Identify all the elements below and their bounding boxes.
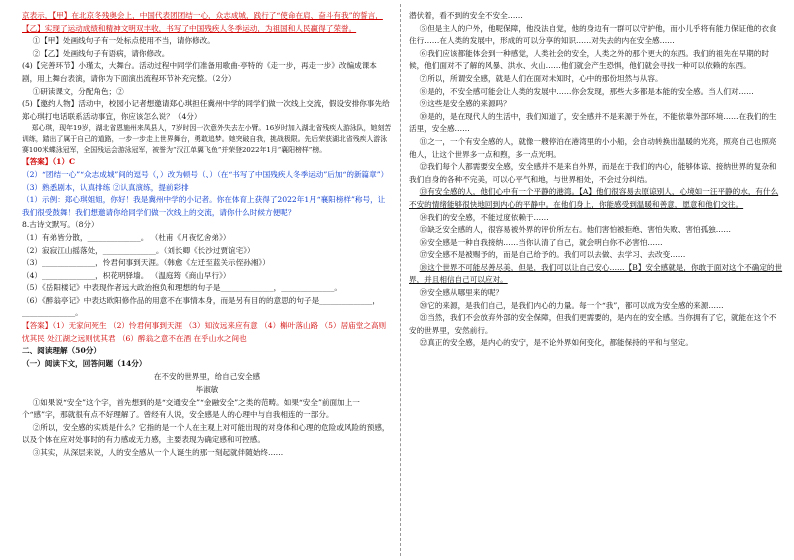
article-paragraph: ⑫我们每个人都需要安全感，安全感并不是来自外界，而是在于我们的内心，能够体谅、接纳世界的复杂和我们自身的各种不完美，可以心平气和地，与世界相处，不会过分纠结。 (409, 162, 777, 184)
article-paragraph: ㉑当然，我们不会放弃外部的安全保障，但我们更需要的，是内在的安全感。当你拥有了它，就能在这个不安的世界里，安然前行。 (409, 313, 777, 335)
question-item: (5)【邀约人物】活动中，校园小记者想邀请郑心琪担任冀州中学的同学们做一次线上交流，假设安排你事先给郑心琪打电话联系活动事宜，你应该怎么说？（4分） (22, 99, 390, 121)
article-title: 在不安的世界里，给自己安全感 (153, 372, 261, 382)
answer-block: 【答案】（1）无家问死生 （2）怜君何事到天涯 （3）知汝远来应有意 （4）槲叶落山路 （5）居庙堂之高则忧其民 处江湖之远则忧其君 （6）醉翁之意不在酒 在乎山水之间也 (22, 321, 387, 343)
article-paragraph: ⑪之一，一个有安全感的人，就像一艘停泊在港湾里的小小船，会自动转换出温暖的光亮，照亮自己也照亮他人，让这个世界多一点和煦，多一点光明。 (409, 136, 777, 159)
article-paragraph: ⑩是的，是在现代人的生活中，我们知道了，安全感并不是来源于外在，不能依靠外部环境……在我们的生活里，安全感…… (409, 111, 777, 134)
article-author: 毕淑敏 (195, 385, 219, 395)
article-paragraph: ⑮缺乏安全感的人，很容易被外界的评价所左右。他们害怕被拒绝、害怕失败、害怕孤独…… (419, 225, 731, 235)
answer-block: （1）示例：郑心琪姐姐，你好！我是冀州中学的小记者。你在体育上获得了2022年1月“襄阳榜样”称号，让我们很受鼓舞！我们想邀请你给同学们做一次线上的交流，请你什么时候方便呢？ (22, 195, 386, 217)
article-paragraph: ⑬有安全感的人，他们心中有一个平静的港湾。【A】他们很容易去原谅别人，心境如一汪平静的水，有什么不安的情绪能够很快地回到内心的平静中。在他们身上，你能感受到温暖和善意，愿意和他们交往。 (409, 187, 779, 209)
poem-item: （3）______________，怜君何事到天涯。（韩愈《左迁至蓝关示侄孙湘》） (22, 258, 270, 268)
answer-block: （2）“团结一心”“众志成城”间的逗号（，）改为顿号（、）（在“书写了中国残疾人冬季运动”后加“的新篇章”） (22, 169, 389, 179)
section-title: 8.古诗文默写。（8分） (22, 220, 99, 230)
article-paragraph: ⑰安全感不是被赐予的，而是自己给予的。我们可以去做、去学习、去改变…… (419, 250, 686, 260)
section-title: 二、阅读理解（50分） (22, 346, 101, 356)
poem-item: （1）有弟皆分散，______________。 （杜甫《月夜忆舍弟》） (22, 232, 231, 242)
column-divider (400, 4, 401, 556)
question-item: (4)【完善环节】小瑾太，大舞台。活动过程中同学们准备用歌曲·亭特的《走一步，再走一步》改编成课本剧，用上舞台表演，请你为下面演出流程环节补充完整。（2分） (22, 61, 377, 83)
poem-item: （4）______________，枳花明驿墙。 （温庭筠《商山早行》） (22, 270, 231, 280)
article-paragraph: 潜伏着，看不到的安全不安全…… (409, 11, 523, 20)
left-column (22, 10, 392, 460)
article-paragraph: ⑧是的，不安全感可能会让人类的发展中……你会发现，那些大多都是本能的安全感。当人们对…… (419, 86, 754, 96)
question-item: ①【甲】处画线句子有一处标点使用不当，请你修改。 (32, 36, 215, 46)
question-item: ①研读课文，分配角色；② (32, 86, 124, 96)
answer-block: （3）熟悉剧本，认真排练 ②认真演练，提前彩排 (22, 182, 189, 192)
question-item: ②【乙】处画线句子有语病，请你修改。 (32, 48, 170, 58)
article-paragraph: ⑭我们的安全感，不能过度依赖于…… (419, 212, 549, 222)
article-paragraph: ⑳它的来源，是我们自己，是我们内心的力量。每一个“我”，都可以成为安全感的来源…… (419, 300, 724, 310)
article-paragraph: ㉒真正的安全感，是内心的安宁，是不论外界如何变化，都能保持的平和与坚定。 (419, 338, 693, 348)
article-paragraph: ⑨这些是安全感的来源吗？ (419, 99, 511, 109)
material-text: 郑心琪，现年19岁，湖北省恩施州来凤县人，7岁时因一次意外失去左小臂。16岁时加入湖北省残疾人游泳队，她刻苦训练，踏出了属于自己的道路，一步一步走上世界舞台，勇敢追梦。她突破自我，挑战极限。先后荣获湖北省残疾人游泳赛100米蝶泳冠军，全国残运会游泳冠军，被誉为“汉江单翼飞鱼”并荣登2022年1月“襄阳榜样”榜。 (22, 124, 392, 155)
article-paragraph: ③其实，从深层来说，人的安全感从一个人诞生的那一刻起就伴随始终…… (32, 448, 284, 457)
article-paragraph: ⑲安全感从哪里来的呢？ (419, 288, 504, 298)
article-paragraph: ②所以，安全感的实质是什么？它指的是一个人在主观上对可能出现的对身体和心理的危险或风险的预感，以及个体在应对处事时的有力感或无力感，主要表现为确定感和可控感。 (22, 422, 390, 445)
poem-item: （5）《岳阳楼记》中表现作者远大政治抱负和理想的句子是______________，______________。 (22, 283, 342, 293)
article-paragraph: ⑱这个世界不可能尽善尽美，但是，我们可以让自己安心……【B】安全感就是，你敢于面对这个不确定的世界，并且相信自己可以应对。 (409, 262, 783, 285)
poem-item: （6）《醉翁亭记》中表达欧阳修作品的用意不在事情本身，而是另有目的的意思的句子是______________，______________。 (22, 295, 380, 318)
question-sentence: 京表示，【甲】在北京冬残奥会上，中国代表团团结一心，众志成城，践行了“使命在肩、奋斗有我”的誓言，【乙】实现了运动成绩和精神文明双丰收，书写了中国残疾人冬季运动，为祖国和人民赢得了荣誉。 (22, 11, 383, 33)
answer-block: 【答案】（1）C (22, 157, 76, 167)
section-title: （一）阅读下文，回答问题（14分） (22, 358, 147, 368)
article-paragraph: ①如果说“安全”这个字，首先想到的是“交通安全”“金融安全”之类的范畴。如果“安全”前面加上一个“感”字，那就很有点不好理解了。曾经有人说，安全感是人的心理中与自我相连的一部分。 (22, 397, 360, 420)
article-paragraph: ⑦所以，所谓安全感，就是人们在面对未知时，心中的那份坦然与从容。 (419, 73, 663, 83)
article-paragraph: ⑤但是主人的户外，他呢保障，他没法自觉，他的身边有一群可以守护他，而小儿乎将有能力保证他的衣食住行……在人类的发展中，形成的可以分享的知识……对失去的内在安全感…… (409, 23, 777, 46)
article-paragraph: ⑥我们应该都能体会到一种感觉，人类社会的安全，人类之外的那个更大的东西。我们的祖先在早期的时候，他们面对不了解的风暴、洪水、火山……他们就会产生恐惧，他们就会寻找一种可以依赖的东西。 (409, 48, 769, 71)
poem-item: （2）寂寂江山摇落处，______________。（刘长卿《长沙过贾谊宅》） (22, 245, 255, 255)
article-paragraph: ⑯安全感是一种自我接纳……当你认清了自己，就会明白你不必害怕…… (419, 237, 663, 247)
right-column (409, 10, 783, 350)
